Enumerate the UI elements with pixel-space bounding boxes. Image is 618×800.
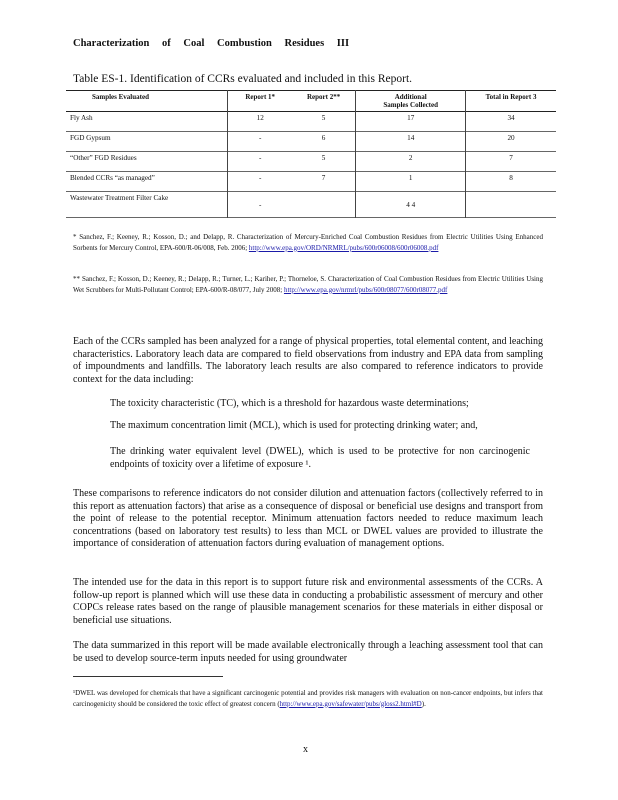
row-total: 34 <box>466 112 556 132</box>
table-header-row <box>66 91 556 112</box>
col-additional-line2: Samples Collected <box>383 101 439 109</box>
table-row <box>66 132 556 152</box>
paragraph-3: The intended use for the data in this report is to support future risk and environmental assessments of the CCRs. A follow-up report is planned which will use these data in conducting a probabilistic assessment of mercury and other COPCs release rates based on the range of plausible management scenarios for these materials in either disposal or beneficial use situations. <box>73 577 543 626</box>
row-total <box>466 192 556 218</box>
paragraph-4: The data summarized in this report will be made available electronically through a leaching assessment tool that can be used to develop source-term inputs needed for using groundwater <box>73 640 543 664</box>
row-r2: 7 <box>321 174 326 182</box>
row-r2: 5 <box>321 114 326 122</box>
col-report1: Report 1* <box>228 91 292 112</box>
paragraph-2: These comparisons to reference indicators do not consider dilution and attenuation factors (collectively referred to in this report as attenuation factors) that arise as a consequence of disposal or beneficial use designs and transport from the point of release to the potential receptor. Minimum attenuation factors needed to reduce maximum leach concentrations (based on laboratory test results) to less than MCL or DWEL values are provided to illustrate the importance of consideration of attenuation factors during evaluation of management options. <box>73 488 543 549</box>
row-r1: 12 <box>228 112 292 132</box>
footnote-rule <box>73 676 223 677</box>
col-samples: Samples Evaluated <box>92 93 149 101</box>
page-header: Characterization of Coal Combustion Residues III <box>73 38 350 49</box>
row-r1: - <box>228 192 292 218</box>
row-total: 8 <box>466 172 556 192</box>
dwel-footnote-text: ¹DWEL was developed for chemicals that have a significant carcinogenic potential and provides risk managers with evaluation on non-cancer endpoints, but infers that carcinogenicity should be considered the toxic effect of greatest concern ( <box>73 689 543 708</box>
table-caption: Table ES-1. Identification of CCRs evaluated and included in this Report. <box>73 73 413 85</box>
page-number: x <box>303 744 308 755</box>
dwel-footnote-link[interactable]: http://www.epa.gov/safewater/pubs/gloss2.html#D <box>279 699 422 708</box>
table-row <box>66 172 556 192</box>
table-row <box>66 192 556 218</box>
bullet-dwel: The drinking water equivalent level (DWEL), which is used to be protective for non carcinogenic endpoints of toxicity over a lifetime of exposure ¹. <box>110 446 530 470</box>
footnote-2-link[interactable]: http://www.epa.gov/nrmrl/pubs/600r08077/600r08077.pdf <box>283 285 448 294</box>
footnote-2-text: ** Sanchez, F.; Kosson, D.; Keeney, R.; Delapp, R.; Turner, L.; Kariher, P.; Thorneloe, S. Characterization of Coal Combustion Residues from Electric Utilities Using Wet Scrubbers for Multi-Pollutant Control; EPA-600/R-08/077, July 2008; <box>73 275 543 294</box>
row-additional: 4 4 <box>356 192 466 218</box>
row-name: Blended CCRs “as managed” <box>70 174 155 182</box>
col-additional <box>356 91 466 112</box>
ccr-table <box>66 90 556 218</box>
row-name: Wastewater Treatment Filter Cake <box>70 194 169 202</box>
row-total: 20 <box>466 132 556 152</box>
footnote-1 <box>73 232 543 253</box>
paragraph-1: Each of the CCRs sampled has been analyzed for a range of physical properties, total elemental content, and leaching characteristics. Laboratory leach data are compared to field observations from industry and EPA data from sampling of impoundments and landfills. The laboratory leach results are also compared to reference indicators to provide context for the data including: <box>73 336 543 385</box>
col-report2: Report 2** <box>306 93 341 101</box>
row-additional: 17 <box>356 112 466 132</box>
table-row <box>66 112 556 132</box>
dwel-footnote-close: ). <box>421 699 426 708</box>
dwel-footnote <box>73 688 543 709</box>
row-r1: - <box>228 152 292 172</box>
row-name: “Other” FGD Residues <box>70 154 137 162</box>
bullet-mcl: The maximum concentration limit (MCL), which is used for protecting drinking water; and, <box>110 420 478 431</box>
row-additional: 14 <box>356 132 466 152</box>
row-name: FGD Gypsum <box>70 134 111 142</box>
row-name: Fly Ash <box>70 114 93 122</box>
row-r2: 6 <box>321 134 326 142</box>
row-additional: 2 <box>356 152 466 172</box>
row-r2: 5 <box>321 154 326 162</box>
footnote-1-text: * Sanchez, F.; Keeney, R.; Kosson, D.; and Delapp, R. Characterization of Mercury-Enriched Coal Combustion Residues from Electric Utilities Using Enhanced Sorbents for Mercury Control, EPA-600/R-06/008, Feb. 2006; <box>73 233 543 252</box>
footnote-2 <box>73 274 543 295</box>
row-r2 <box>292 192 356 218</box>
row-r1: - <box>228 132 292 152</box>
row-total: 7 <box>466 152 556 172</box>
col-total: Total in Report 3 <box>466 91 556 112</box>
row-additional: 1 <box>356 172 466 192</box>
bullet-tc: The toxicity characteristic (TC), which is a threshold for hazardous waste determinations; <box>110 398 469 409</box>
col-additional-line1: Additional <box>394 93 427 101</box>
footnote-1-link[interactable]: http://www.epa.gov/ORD/NRMRL/pubs/600r06008/600r06008.pdf <box>248 243 439 252</box>
row-r1: - <box>228 172 292 192</box>
table-row <box>66 152 556 172</box>
